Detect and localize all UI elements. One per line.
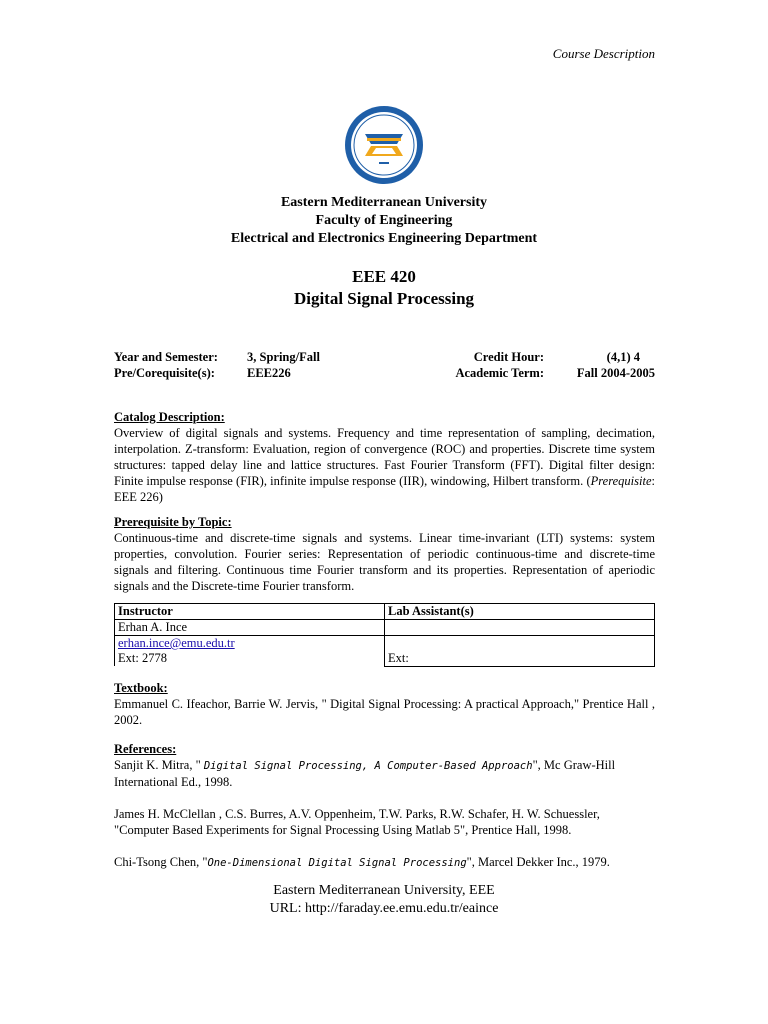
term-value: Fall 2004-2005 <box>576 366 655 380</box>
credit-label: Credit Hour: <box>473 350 544 364</box>
catalog-prereq: (Prerequisite: EEE 226) <box>114 474 655 504</box>
instructor-email-link[interactable]: erhan.ince@emu.edu.tr <box>118 636 235 650</box>
reference-2: James H. McClellan , C.S. Burres, A.V. Oppenheim, T.W. Parks, R.W. Schafer, H. W. Schuessler, "Computer Based Experiments for Signal Processing Using Matlab 5", Prentice Hall, 1998. <box>114 807 600 837</box>
instructor-name: Erhan A. Ince <box>115 620 385 636</box>
textbook-section <box>114 680 655 728</box>
catalog-text <box>114 425 655 505</box>
footer-line-1: Eastern Mediterranean University, EEE <box>273 883 495 898</box>
department-name: Electrical and Electronics Engineering Department <box>230 231 538 246</box>
prereq-topic-section <box>114 514 655 594</box>
prereq-label: Pre/Corequisite(s): <box>114 366 215 380</box>
catalog-title: Catalog Description: <box>114 410 225 424</box>
course-heading <box>0 266 768 310</box>
staff-table <box>114 603 655 667</box>
lab-header: Lab Assistant(s) <box>385 604 655 620</box>
prereq-value: EEE226 <box>247 366 291 380</box>
table-row <box>115 636 655 667</box>
year-value: 3, Spring/Fall <box>247 350 320 364</box>
university-heading <box>0 194 768 248</box>
table-row <box>115 604 655 620</box>
textbook-text: Emmanuel C. Ifeachor, Barrie W. Jervis, " Digital Signal Processing: A practical Approach," Prentice Hall , 2002. <box>114 697 655 727</box>
textbook-title: Textbook: <box>114 681 168 695</box>
course-title: Digital Signal Processing <box>293 289 475 308</box>
year-label: Year and Semester: <box>114 350 218 364</box>
catalog-body: Overview of digital signals and systems. Frequency and time representation of sampling, decimation, interpolation. Z-transform: Evaluation, region of convergence (ROC) and properties. Discrete time system structures: tapped delay line and lattice structures. Fast Fourier Transform (FFT). Digital filter design: Finite impulse response (FIR), infinite impulse response (IIR), windowing, Hilbert transform. <box>114 426 655 488</box>
university-name: Eastern Mediterranean University <box>280 195 488 210</box>
prereq-topic-title: Prerequisite by Topic: <box>114 515 232 529</box>
catalog-section <box>114 409 655 505</box>
prereq-topic-text: Continuous-time and discrete-time signals and systems. Linear time-invariant (LTI) systems: system properties, convolution. Fourier series: Representation of periodic continuous-time and discrete-time signals and filtering. Continuous time Fourier transform and its properties. Representation of aperiodic signals and the Discrete-time Fourier transform. <box>114 531 655 593</box>
term-label: Academic Term: <box>455 366 544 380</box>
reference-3: Chi-Tsong Chen, "One-Dimensional Digital Signal Processing", Marcel Dekker Inc., 1979. <box>114 855 610 869</box>
references-title: References: <box>114 742 177 756</box>
instructor-contact <box>115 636 385 667</box>
header-note: Course Description <box>552 46 655 61</box>
faculty-name: Faculty of Engineering <box>315 213 453 228</box>
course-info <box>114 349 655 381</box>
lab-ext: Ext: <box>385 636 655 667</box>
page-footer <box>0 882 768 918</box>
info-row-1 <box>114 349 655 365</box>
instructor-header: Instructor <box>115 604 385 620</box>
lab-name-cell <box>385 620 655 636</box>
course-code: EEE 420 <box>352 267 416 286</box>
table-row <box>115 620 655 636</box>
instructor-ext: Ext: 2778 <box>118 651 167 665</box>
university-logo-icon <box>343 104 425 186</box>
references-section <box>114 741 655 871</box>
footer-url[interactable]: URL: http://faraday.ee.emu.edu.tr/eaince <box>269 901 499 916</box>
reference-1: Sanjit K. Mitra, " Digital Signal Processing, A Computer-Based Approach", Mc Graw-Hill International Ed., 1998. <box>114 758 616 789</box>
info-row-2 <box>114 365 655 381</box>
credit-value: (4,1) 4 <box>606 350 640 364</box>
